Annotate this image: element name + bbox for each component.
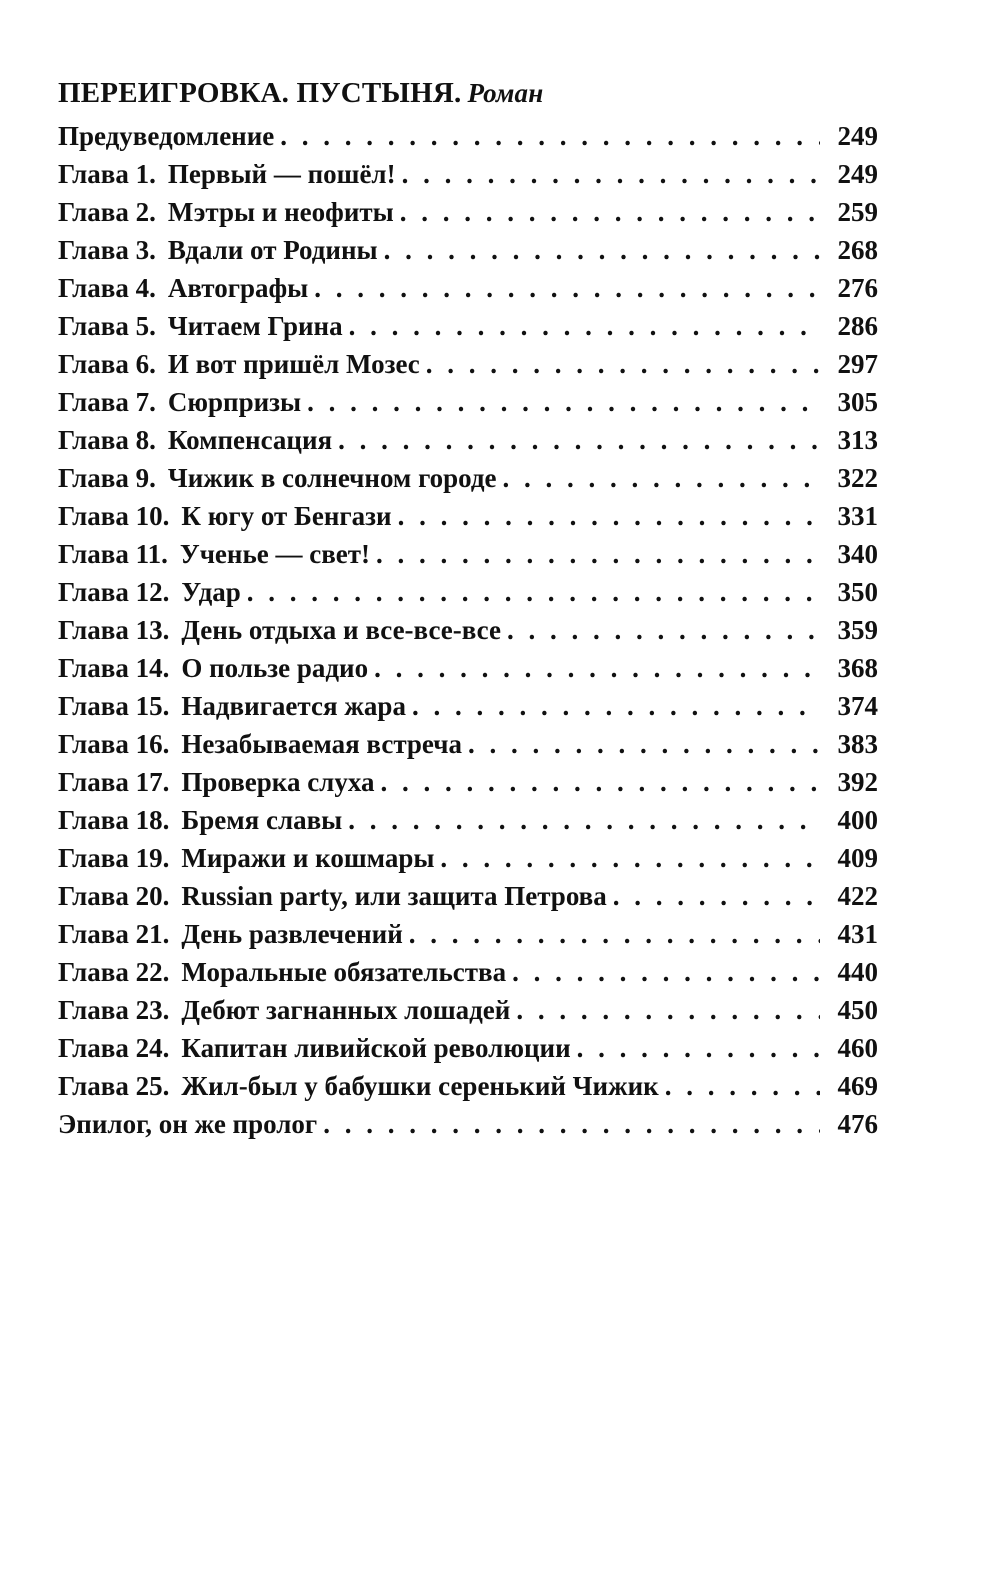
section-heading: [58, 70, 878, 116]
chapter-number: Глава 25.: [58, 1071, 170, 1101]
page-number: 313: [837, 425, 878, 455]
toc-entry: [58, 877, 878, 915]
chapter-number: Глава 4.: [58, 273, 156, 303]
dot-leader: [280, 117, 820, 155]
chapter-title: Сюрпризы: [167, 387, 302, 417]
dot-leader: [384, 231, 820, 269]
chapter-title: Читаем Грина: [167, 311, 343, 341]
dot-leader: [380, 763, 820, 801]
toc-entry: [58, 763, 878, 801]
dot-leader: [507, 611, 820, 649]
dot-leader: [374, 649, 820, 687]
page-number: 268: [837, 235, 878, 265]
toc-entry: [58, 421, 878, 459]
page-number: 476: [837, 1109, 878, 1139]
chapter-title: День развлечений: [181, 919, 403, 949]
dot-leader: [440, 839, 820, 877]
chapter-number: Глава 21.: [58, 919, 170, 949]
page-number: 409: [837, 843, 878, 873]
toc-entry: [58, 459, 878, 497]
chapter-title: Предуведомление: [58, 121, 275, 151]
chapter-title: Бремя славы: [181, 805, 343, 835]
page-number: 259: [837, 197, 878, 227]
toc-entry: [58, 839, 878, 877]
dot-leader: [516, 991, 820, 1029]
chapter-number: Глава 12.: [58, 577, 170, 607]
page-number: 322: [837, 463, 878, 493]
dot-leader: [613, 877, 820, 915]
chapter-number: Глава 8.: [58, 425, 156, 455]
chapter-number: Глава 22.: [58, 957, 170, 987]
dot-leader: [468, 725, 820, 763]
page-number: 431: [837, 919, 878, 949]
toc-page: [58, 70, 878, 1143]
toc-entry: [58, 345, 878, 383]
page-number: 331: [837, 501, 878, 531]
dot-leader: [376, 535, 820, 573]
chapter-title: Первый — пошёл!: [167, 159, 396, 189]
dot-leader: [577, 1029, 820, 1067]
dot-leader: [400, 193, 820, 231]
page-number: 249: [837, 121, 878, 151]
toc-entry: [58, 573, 878, 611]
toc-entry: [58, 649, 878, 687]
dot-leader: [398, 497, 820, 535]
chapter-number: Глава 24.: [58, 1033, 170, 1063]
dot-leader: [307, 383, 820, 421]
chapter-title: Дебют загнанных лошадей: [181, 995, 511, 1025]
chapter-title: Компенсация: [167, 425, 333, 455]
toc-entry: [58, 687, 878, 725]
chapter-number: Глава 19.: [58, 843, 170, 873]
chapter-title: О пользе радио: [181, 653, 369, 683]
chapter-title: Мэтры и неофиты: [167, 197, 394, 227]
chapter-title: Незабываемая встреча: [181, 729, 462, 759]
toc-entry: [58, 383, 878, 421]
chapter-title: Жил-был у бабушки серенький Чижик: [181, 1071, 659, 1101]
chapter-number: Глава 18.: [58, 805, 170, 835]
chapter-number: Глава 3.: [58, 235, 156, 265]
chapter-number: Глава 5.: [58, 311, 156, 341]
page-number: 392: [837, 767, 878, 797]
toc-entry: [58, 915, 878, 953]
chapter-number: Глава 20.: [58, 881, 170, 911]
dot-leader: [349, 307, 820, 345]
page-number: 450: [837, 995, 878, 1025]
page-number: 249: [837, 159, 878, 189]
section-title: ПЕРЕИГРОВКА. ПУСТЫНЯ.: [58, 77, 462, 109]
page-number: 383: [837, 729, 878, 759]
chapter-number: Глава 11.: [58, 539, 168, 569]
section-genre: Роман: [467, 78, 544, 108]
toc-entry: [58, 193, 878, 231]
dot-leader: [503, 459, 820, 497]
toc-entry: [58, 991, 878, 1029]
toc-entry: [58, 1105, 878, 1143]
chapter-number: Глава 16.: [58, 729, 170, 759]
toc-entry: [58, 307, 878, 345]
chapter-title: Удар: [181, 577, 241, 607]
chapter-number: Глава 15.: [58, 691, 170, 721]
page-number: 400: [837, 805, 878, 835]
chapter-title: Чижик в солнечном городе: [167, 463, 497, 493]
toc-entry: [58, 231, 878, 269]
toc-entry: [58, 117, 878, 155]
toc-entry: [58, 953, 878, 991]
toc-entry: [58, 801, 878, 839]
page-number: 440: [837, 957, 878, 987]
dot-leader: [512, 953, 820, 991]
toc-entry: [58, 1067, 878, 1105]
toc-entry: [58, 725, 878, 763]
chapter-title: Моральные обязательства: [181, 957, 507, 987]
chapter-title: Эпилог, он же пролог: [58, 1109, 318, 1139]
chapter-title: Миражи и кошмары: [181, 843, 435, 873]
chapter-title: И вот пришёл Мозес: [167, 349, 420, 379]
chapter-number: Глава 23.: [58, 995, 170, 1025]
page-number: 276: [837, 273, 878, 303]
page-number: 374: [837, 691, 878, 721]
chapter-title: День отдыха и все-все-все: [181, 615, 501, 645]
dot-leader: [314, 269, 820, 307]
chapter-number: Глава 10.: [58, 501, 170, 531]
dot-leader: [338, 421, 820, 459]
page-number: 368: [837, 653, 878, 683]
dot-leader: [665, 1067, 820, 1105]
dot-leader: [412, 687, 820, 725]
chapter-title: Надвигается жара: [181, 691, 406, 721]
chapter-number: Глава 17.: [58, 767, 170, 797]
chapter-number: Глава 13.: [58, 615, 170, 645]
chapter-title: Капитан ливийской революции: [181, 1033, 571, 1063]
dot-leader: [409, 915, 820, 953]
chapter-title: Автографы: [167, 273, 309, 303]
chapter-title: К югу от Бенгази: [181, 501, 392, 531]
page-number: 469: [837, 1071, 878, 1101]
toc-entry: [58, 269, 878, 307]
chapter-number: Глава 9.: [58, 463, 156, 493]
chapter-title: Ученье — свет!: [179, 539, 371, 569]
page-number: 286: [837, 311, 878, 341]
dot-leader: [402, 155, 820, 193]
chapter-number: Глава 2.: [58, 197, 156, 227]
chapter-number: Глава 6.: [58, 349, 156, 379]
page-number: 297: [837, 349, 878, 379]
chapter-title: Russian party, или защита Петрова: [181, 881, 607, 911]
toc-entry: [58, 535, 878, 573]
chapter-title: Вдали от Родины: [167, 235, 378, 265]
toc-entry: [58, 611, 878, 649]
dot-leader: [247, 573, 820, 611]
toc-entry: [58, 1029, 878, 1067]
page-number: 350: [837, 577, 878, 607]
chapter-title: Проверка слуха: [181, 767, 375, 797]
chapter-number: Глава 7.: [58, 387, 156, 417]
table-of-contents: [58, 117, 878, 1143]
page-number: 340: [837, 539, 878, 569]
toc-entry: [58, 155, 878, 193]
page-number: 422: [837, 881, 878, 911]
page-number: 305: [837, 387, 878, 417]
page-number: 460: [837, 1033, 878, 1063]
chapter-number: Глава 1.: [58, 159, 156, 189]
dot-leader: [323, 1105, 820, 1143]
toc-entry: [58, 497, 878, 535]
chapter-number: Глава 14.: [58, 653, 170, 683]
page-number: 359: [837, 615, 878, 645]
dot-leader: [426, 345, 820, 383]
dot-leader: [348, 801, 820, 839]
